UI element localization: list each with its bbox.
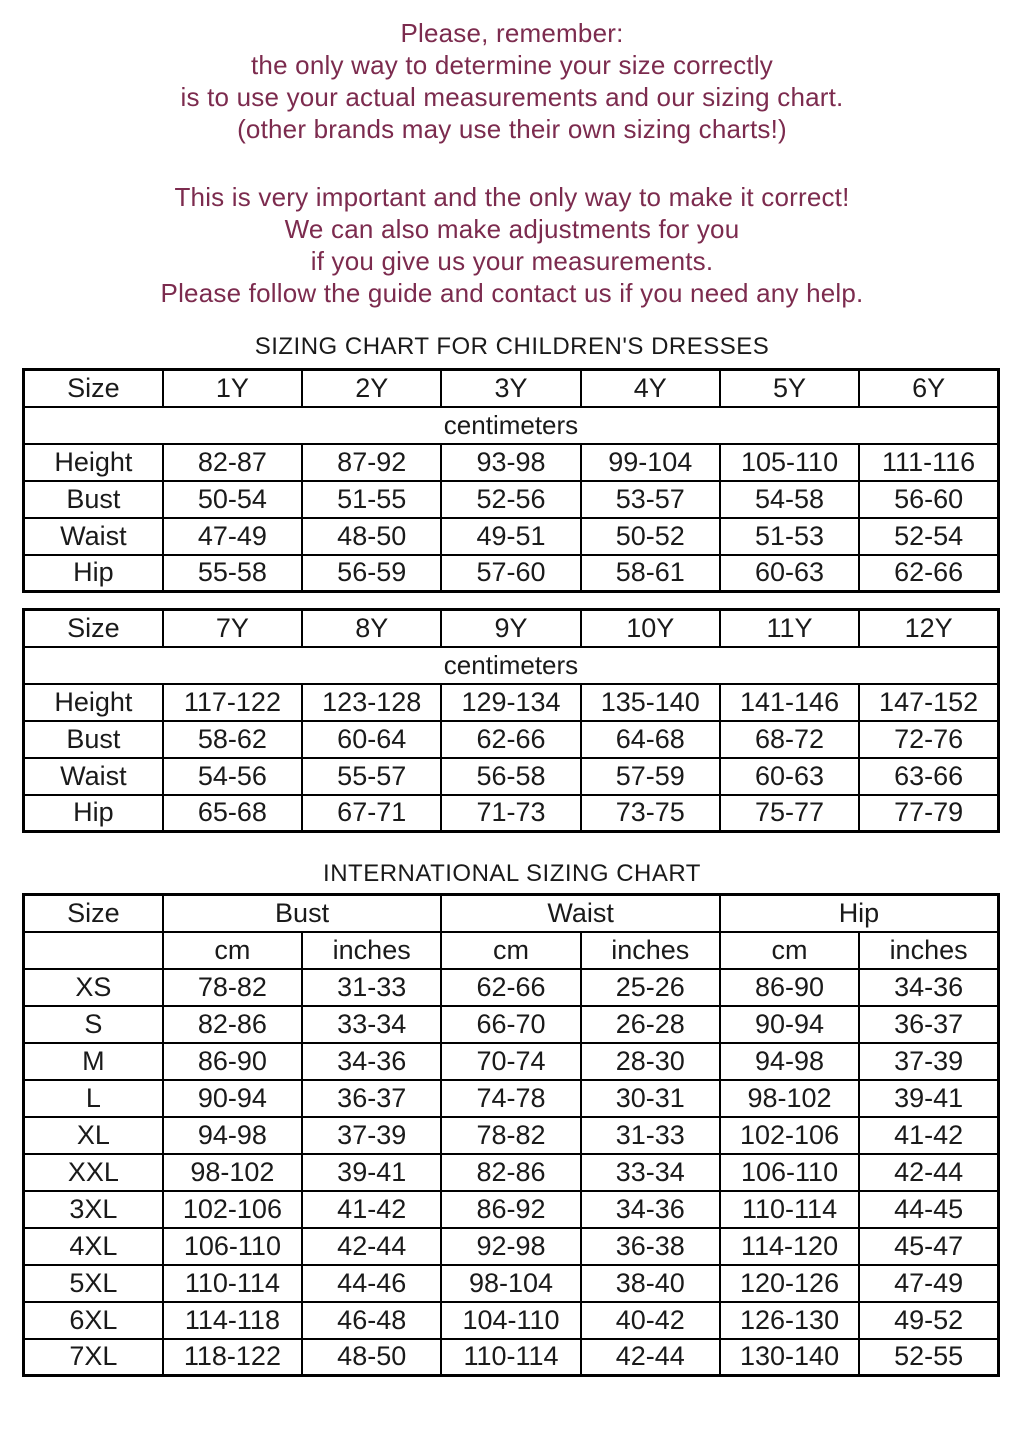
value-cell: 147-152 [859, 684, 998, 721]
value-cell: 38-40 [581, 1265, 720, 1302]
value-cell: 46-48 [302, 1302, 441, 1339]
header-cell: Size [24, 370, 163, 407]
header-cell: 1Y [163, 370, 302, 407]
value-cell: 40-42 [581, 1302, 720, 1339]
row-label-cell: Waist [24, 758, 163, 795]
header-cell: Size [24, 895, 163, 932]
value-cell: 114-120 [720, 1228, 859, 1265]
value-cell: 65-68 [163, 795, 302, 832]
value-cell: 75-77 [720, 795, 859, 832]
value-cell: 60-63 [720, 758, 859, 795]
children-size-table-1y-6y [22, 368, 1000, 593]
subheader-cell: cm [441, 932, 580, 969]
subheader-cell: cm [163, 932, 302, 969]
value-cell: 86-90 [720, 969, 859, 1006]
value-cell: 28-30 [581, 1043, 720, 1080]
subheader-cell: inches [859, 932, 998, 969]
children-chart-title: SIZING CHART FOR CHILDREN'S DRESSES [254, 333, 770, 360]
table-row [24, 1080, 999, 1117]
subheader-cell: inches [302, 932, 441, 969]
table-row [24, 1006, 999, 1043]
value-cell: 110-114 [163, 1265, 302, 1302]
value-cell: 98-102 [720, 1080, 859, 1117]
value-cell: 106-110 [163, 1228, 302, 1265]
value-cell: 92-98 [441, 1228, 580, 1265]
intro-line: if you give us your measurements. [310, 246, 714, 276]
value-cell: 49-51 [441, 518, 580, 555]
value-cell: 82-86 [163, 1006, 302, 1043]
table-row [24, 795, 999, 832]
header-cell: 2Y [302, 370, 441, 407]
table-row [24, 1154, 999, 1191]
header-cell: 5Y [720, 370, 859, 407]
intro-block-1 [0, 17, 1024, 145]
value-cell: 56-58 [441, 758, 580, 795]
value-cell: 126-130 [720, 1302, 859, 1339]
value-cell: 56-59 [302, 555, 441, 592]
value-cell: 94-98 [163, 1117, 302, 1154]
row-label-cell: Hip [24, 555, 163, 592]
empty-cell [24, 932, 163, 969]
value-cell: 33-34 [581, 1154, 720, 1191]
children-size-table-7y-12y [22, 608, 1000, 833]
intro-line: is to use your actual measurements and our sizing chart. [180, 82, 844, 112]
value-cell: 37-39 [302, 1117, 441, 1154]
value-cell: 26-28 [581, 1006, 720, 1043]
value-cell: 41-42 [302, 1191, 441, 1228]
value-cell: 58-61 [581, 555, 720, 592]
value-cell: 110-114 [441, 1339, 580, 1376]
value-cell: 64-68 [581, 721, 720, 758]
value-cell: 34-36 [581, 1191, 720, 1228]
subheader-cell: inches [581, 932, 720, 969]
value-cell: 34-36 [859, 969, 998, 1006]
value-cell: 55-57 [302, 758, 441, 795]
value-cell: 82-86 [441, 1154, 580, 1191]
table-row [24, 1302, 999, 1339]
value-cell: 120-126 [720, 1265, 859, 1302]
value-cell: 31-33 [302, 969, 441, 1006]
table-row [24, 1043, 999, 1080]
table-row [24, 555, 999, 592]
table-row [24, 1265, 999, 1302]
row-label-cell: Waist [24, 518, 163, 555]
value-cell: 48-50 [302, 1339, 441, 1376]
size-cell: S [24, 1006, 163, 1043]
header-cell: 4Y [581, 370, 720, 407]
subheader-row [24, 932, 999, 969]
size-cell: 4XL [24, 1228, 163, 1265]
value-cell: 36-37 [302, 1080, 441, 1117]
unit-row [24, 647, 999, 684]
value-cell: 78-82 [163, 969, 302, 1006]
header-cell: 12Y [859, 610, 998, 647]
header-cell: 8Y [302, 610, 441, 647]
value-cell: 47-49 [163, 518, 302, 555]
value-cell: 48-50 [302, 518, 441, 555]
intro-line: This is very important and the only way to make it correct! [174, 182, 850, 212]
value-cell: 110-114 [720, 1191, 859, 1228]
value-cell: 94-98 [720, 1043, 859, 1080]
table-row [24, 758, 999, 795]
value-cell: 104-110 [441, 1302, 580, 1339]
value-cell: 36-38 [581, 1228, 720, 1265]
value-cell: 123-128 [302, 684, 441, 721]
table-row [24, 1228, 999, 1265]
table-row [24, 1117, 999, 1154]
table-header-row [24, 610, 999, 647]
value-cell: 70-74 [441, 1043, 580, 1080]
value-cell: 67-71 [302, 795, 441, 832]
value-cell: 130-140 [720, 1339, 859, 1376]
value-cell: 49-52 [859, 1302, 998, 1339]
row-label-cell: Bust [24, 481, 163, 518]
header-cell: 6Y [859, 370, 998, 407]
value-cell: 141-146 [720, 684, 859, 721]
value-cell: 93-98 [441, 444, 580, 481]
value-cell: 44-45 [859, 1191, 998, 1228]
value-cell: 34-36 [302, 1043, 441, 1080]
header-cell: 10Y [581, 610, 720, 647]
value-cell: 57-60 [441, 555, 580, 592]
value-cell: 72-76 [859, 721, 998, 758]
intro-line: Please, remember: [400, 18, 624, 48]
table-row [24, 444, 999, 481]
header-cell: Size [24, 610, 163, 647]
intro-block-2 [0, 181, 1024, 309]
value-cell: 45-47 [859, 1228, 998, 1265]
value-cell: 105-110 [720, 444, 859, 481]
value-cell: 62-66 [441, 721, 580, 758]
value-cell: 117-122 [163, 684, 302, 721]
value-cell: 39-41 [302, 1154, 441, 1191]
subheader-cell: cm [720, 932, 859, 969]
value-cell: 82-87 [163, 444, 302, 481]
size-cell: 5XL [24, 1265, 163, 1302]
international-chart-title: INTERNATIONAL SIZING CHART [323, 860, 701, 887]
table-row [24, 1339, 999, 1376]
table-header-row [24, 370, 999, 407]
value-cell: 74-78 [441, 1080, 580, 1117]
header-cell: 11Y [720, 610, 859, 647]
value-cell: 87-92 [302, 444, 441, 481]
row-label-cell: Hip [24, 795, 163, 832]
value-cell: 73-75 [581, 795, 720, 832]
size-cell: 6XL [24, 1302, 163, 1339]
value-cell: 51-53 [720, 518, 859, 555]
value-cell: 102-106 [163, 1191, 302, 1228]
value-cell: 86-92 [441, 1191, 580, 1228]
value-cell: 99-104 [581, 444, 720, 481]
value-cell: 52-54 [859, 518, 998, 555]
row-label-cell: Height [24, 684, 163, 721]
value-cell: 42-44 [581, 1339, 720, 1376]
value-cell: 31-33 [581, 1117, 720, 1154]
size-cell: XS [24, 969, 163, 1006]
value-cell: 51-55 [302, 481, 441, 518]
value-cell: 135-140 [581, 684, 720, 721]
value-cell: 71-73 [441, 795, 580, 832]
header-cell: 9Y [441, 610, 580, 647]
intro-line: the only way to determine your size correctly [251, 50, 773, 80]
unit-cell: centimeters [24, 647, 999, 684]
value-cell: 118-122 [163, 1339, 302, 1376]
value-cell: 78-82 [441, 1117, 580, 1154]
value-cell: 53-57 [581, 481, 720, 518]
intro-line: Please follow the guide and contact us if you need any help. [160, 278, 864, 308]
value-cell: 129-134 [441, 684, 580, 721]
value-cell: 33-34 [302, 1006, 441, 1043]
table-row [24, 518, 999, 555]
size-cell: L [24, 1080, 163, 1117]
header-cell: 7Y [163, 610, 302, 647]
group-header-row [24, 895, 999, 932]
value-cell: 98-102 [163, 1154, 302, 1191]
value-cell: 68-72 [720, 721, 859, 758]
group-header-cell: Hip [720, 895, 999, 932]
unit-row [24, 407, 999, 444]
unit-cell: centimeters [24, 407, 999, 444]
intro-spacer [0, 145, 1024, 181]
intro-line: (other brands may use their own sizing charts!) [237, 114, 787, 144]
value-cell: 39-41 [859, 1080, 998, 1117]
table-row [24, 684, 999, 721]
value-cell: 56-60 [859, 481, 998, 518]
size-cell: 7XL [24, 1339, 163, 1376]
value-cell: 114-118 [163, 1302, 302, 1339]
row-label-cell: Bust [24, 721, 163, 758]
intro-line: We can also make adjustments for you [284, 214, 740, 244]
value-cell: 41-42 [859, 1117, 998, 1154]
table-row [24, 481, 999, 518]
value-cell: 44-46 [302, 1265, 441, 1302]
value-cell: 47-49 [859, 1265, 998, 1302]
size-cell: M [24, 1043, 163, 1080]
value-cell: 50-54 [163, 481, 302, 518]
value-cell: 42-44 [302, 1228, 441, 1265]
value-cell: 50-52 [581, 518, 720, 555]
group-header-cell: Bust [163, 895, 442, 932]
intro-text [0, 0, 1024, 309]
value-cell: 98-104 [441, 1265, 580, 1302]
table-row [24, 1191, 999, 1228]
header-cell: 3Y [441, 370, 580, 407]
value-cell: 52-56 [441, 481, 580, 518]
value-cell: 57-59 [581, 758, 720, 795]
value-cell: 90-94 [720, 1006, 859, 1043]
value-cell: 86-90 [163, 1043, 302, 1080]
value-cell: 102-106 [720, 1117, 859, 1154]
value-cell: 58-62 [163, 721, 302, 758]
value-cell: 54-56 [163, 758, 302, 795]
value-cell: 60-64 [302, 721, 441, 758]
value-cell: 25-26 [581, 969, 720, 1006]
value-cell: 90-94 [163, 1080, 302, 1117]
value-cell: 77-79 [859, 795, 998, 832]
size-cell: 3XL [24, 1191, 163, 1228]
group-header-cell: Waist [441, 895, 720, 932]
value-cell: 54-58 [720, 481, 859, 518]
value-cell: 37-39 [859, 1043, 998, 1080]
value-cell: 52-55 [859, 1339, 998, 1376]
international-size-table [22, 893, 1000, 1377]
value-cell: 111-116 [859, 444, 998, 481]
value-cell: 62-66 [859, 555, 998, 592]
value-cell: 60-63 [720, 555, 859, 592]
size-cell: XXL [24, 1154, 163, 1191]
value-cell: 106-110 [720, 1154, 859, 1191]
value-cell: 30-31 [581, 1080, 720, 1117]
value-cell: 42-44 [859, 1154, 998, 1191]
table-row [24, 969, 999, 1006]
size-cell: XL [24, 1117, 163, 1154]
value-cell: 36-37 [859, 1006, 998, 1043]
value-cell: 63-66 [859, 758, 998, 795]
value-cell: 55-58 [163, 555, 302, 592]
value-cell: 66-70 [441, 1006, 580, 1043]
table-row [24, 721, 999, 758]
row-label-cell: Height [24, 444, 163, 481]
value-cell: 62-66 [441, 969, 580, 1006]
